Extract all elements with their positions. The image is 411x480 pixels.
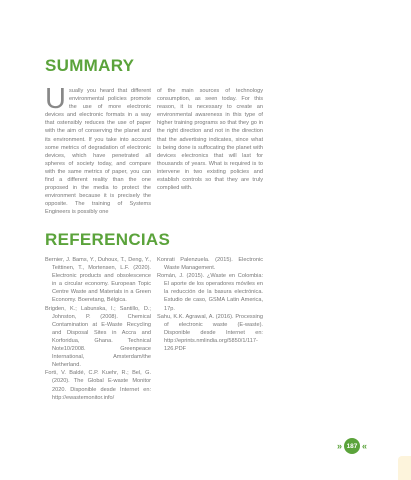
reference-item: Brigden, K.; Labunska, I.; Santillo, D.; Johnston, P. (2008). Chemical Contamination at E-Waste Recycling and Disposal Sites in Accra and Korforidua, Ghana. Technical Note10/2008. Greenpeace International, Amsterdam/the Netherland. xyxy=(45,305,151,369)
page-number-badge xyxy=(332,437,372,455)
reference-item: Román, J. (2015). ¿Waste en Colombia: El aporte de los operadores móviles en la reducción de la basura electrónica. Estudio de caso, GSMA Latin America, 17p. xyxy=(157,273,263,312)
page-number: 187 xyxy=(344,438,360,454)
summary-column-left xyxy=(45,83,151,217)
double-chevron-left-icon: « xyxy=(362,441,368,451)
drop-cap: U xyxy=(45,83,66,115)
summary-paragraph-left xyxy=(45,83,151,217)
reference-item: Forti, V. Baldé, C.P. Kuehr, R.; Bel, G. (2020). The Global E-waste Monitor 2020. Disponible desde Internet en: http://ewastemonitor.info/ xyxy=(45,370,151,401)
summary-heading: SUMMARY xyxy=(45,56,135,75)
references-heading: REFERENCIAS xyxy=(45,230,171,249)
reference-item: Konrati Palenzuela. (2015). Electronic Waste Management. xyxy=(157,257,263,272)
reference-item: Bernier, J. Bams, Y., Duhoux, T., Deng, Y., Teittinen, T., Mortensen, L.F. (2020). Electronic products and obsolescence in a circular economy. European Topic Centre Waste and Materials in a Green Economy. Boeretang, Bélgica. xyxy=(45,257,151,304)
references-column-right xyxy=(157,256,263,353)
summary-text-right: of the main sources of technology consumption, as seen today. For this reason, it is necessary to create an environmental awareness in this type of higher training programs so that they go in the right direction and not in the direction that the advertising indicates, since what is being done is suffocating the planet with devices electronics that will last for thousands of years. What is required is to intervene in two existing policies and establish controls so that they are truly complied with. xyxy=(157,88,263,192)
summary-text-left: sually you heard that different environmental policies promote the use of more electronic devices and electronic formats in a way that ostensibly reduces the use of paper with the aim of conserving the planet and its environment. If you take into account some metrics of degradation of electronic devices, which have penetrated all spheres of society today, and compare with the same metrics of paper, you can find a different reality than the one proposed in the media to protect the environment because it is precisely the opposite. The training of Systems Engineers is possibly one xyxy=(45,88,151,216)
double-chevron-right-icon: » xyxy=(336,441,342,451)
summary-column-right xyxy=(157,87,263,192)
reference-item: Sahu, K.K. Agrawal, A. (2016). Processing of electronic waste (E-waste). Disponible desde Internet en: http://eprints.nmlindia.org/5850/1/117-126.PDF xyxy=(157,313,263,353)
page-corner-tab xyxy=(398,456,411,480)
references-column-left xyxy=(45,256,151,402)
